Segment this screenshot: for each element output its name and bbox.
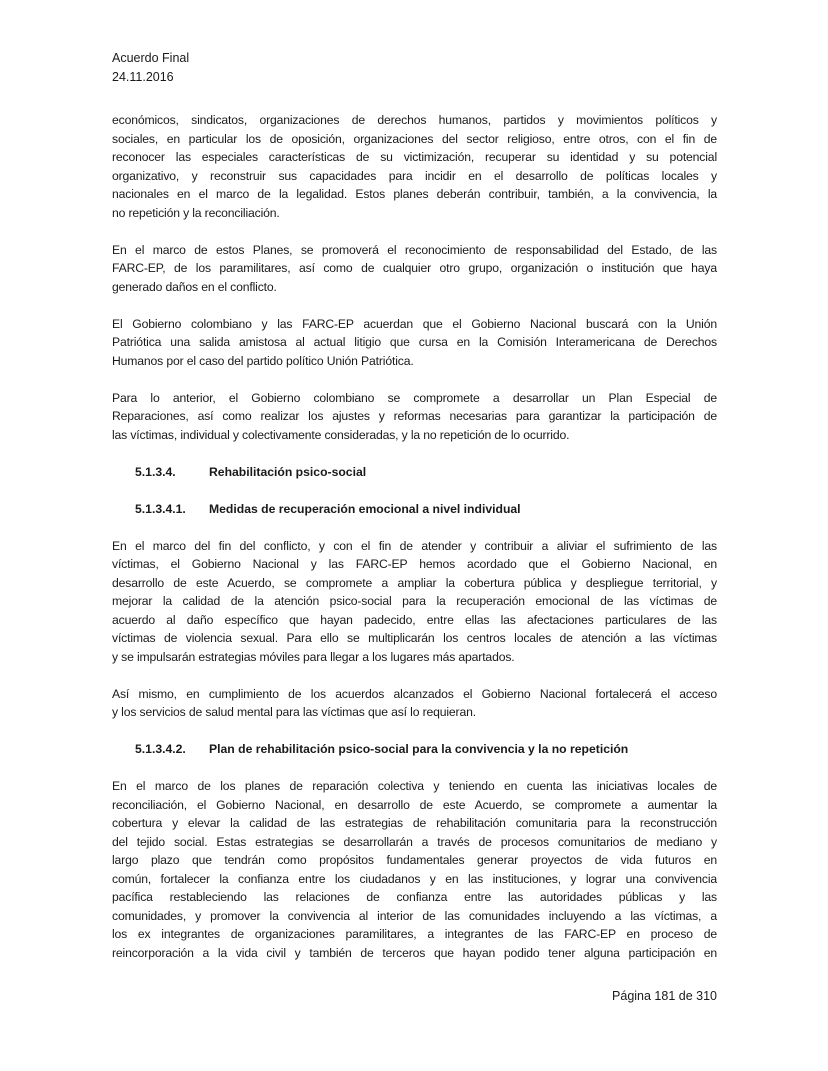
text-line: Reparaciones, así como realizar los ajustes y reformas necesarias para garantizar la participación de: [112, 409, 717, 423]
section-number: 5.1.3.4.1.: [135, 501, 186, 516]
paragraph: [112, 111, 717, 222]
paragraph: [112, 537, 717, 667]
section-heading: [112, 463, 717, 482]
text-line: largo plazo que tendrán como propósitos fundamentales generar proyectos de vida futuros en: [112, 853, 717, 867]
text-line: pacífica restableciendo las relaciones de confianza entre las autoridades públicas y las: [112, 890, 717, 904]
text-line: organizativo, y reconstruir sus capacidades para incidir en el desarrollo de políticas locales y: [112, 168, 717, 183]
paragraph: [112, 241, 717, 297]
text-line: sociales, en particular los de oposición, organizaciones del sector religioso, entre otros, con el fin de: [112, 131, 717, 146]
text-line: En el marco de los planes de reparación colectiva y teniendo en cuenta las iniciativas locales de: [112, 779, 717, 793]
section-number: 5.1.3.4.: [135, 464, 176, 479]
section-heading: [112, 500, 717, 519]
paragraph: [112, 315, 717, 371]
text-line: Humanos por el caso del partido político Unión Patriótica.: [112, 353, 414, 368]
text-line: del tejido social. Estas estrategias se desarrollarán a través de procesos comunitarios de mediano y: [112, 834, 717, 849]
page-number: Página 181 de 310: [612, 989, 717, 1003]
text-line: y se impulsarán estrategias móviles para llegar a los lugares más apartados.: [112, 649, 515, 664]
text-line: Patriótica una salida amistosa al actual litigio que cursa en la Comisión Interamericana de Derechos: [112, 335, 717, 349]
text-line: reincorporación a la vida civil y también de terceros que hayan podido tener alguna participación en: [112, 945, 717, 960]
text-line: comunidades, y promover la convivencia al interior de las comunidades incluyendo a las víctimas, a: [112, 908, 717, 923]
text-line: generado daños en el conflicto.: [112, 279, 277, 294]
section-title: Medidas de recuperación emocional a nivel individual: [209, 501, 521, 516]
text-line: reconciliación, el Gobierno Nacional, en desarrollo de este Acuerdo, se compromete a aumentar la: [112, 797, 717, 812]
text-line: mejorar la calidad de la atención psico-social para la recuperación emocional de las víctimas de: [112, 594, 717, 608]
text-line: nacionales en el marco de la legalidad. Estos planes deberán contribuir, también, a la convivencia, la: [112, 187, 717, 201]
section-title: Rehabilitación psico-social: [209, 464, 367, 479]
text-line: En el marco de estos Planes, se promoverá el reconocimiento de responsabilidad del Estado, de las: [112, 242, 717, 257]
text-line: FARC-EP, de los paramilitares, así como de cualquier otro grupo, organización o institución que haya: [112, 261, 717, 275]
text-line: Así mismo, en cumplimiento de los acuerdos alcanzados el Gobierno Nacional fortalecerá el acceso: [112, 686, 717, 701]
text-line: acuerdo al daño específico que hayan padecido, entre ellas las afectaciones particulares de las: [112, 612, 717, 627]
text-line: desarrollo de este Acuerdo, se compromete a ampliar la cobertura pública y despliegue territorial, y: [112, 575, 717, 590]
text-line: Para lo anterior, el Gobierno colombiano se compromete a desarrollar un Plan Especial de: [112, 390, 717, 405]
paragraph: [112, 685, 717, 722]
document-body: [112, 111, 717, 981]
text-line: y los servicios de salud mental para las víctimas que así lo requieran.: [112, 705, 476, 719]
text-line: cobertura y elevar la calidad de las estrategias de rehabilitación comunitaria para la reconstrucción: [112, 816, 717, 830]
section-heading: [112, 740, 717, 759]
text-line: víctimas de violencia sexual. Para ello se multiplicarán los centros locales de atención a las víctimas: [112, 631, 717, 645]
section-number: 5.1.3.4.2.: [135, 742, 186, 756]
document-header: [112, 49, 189, 86]
paragraph: [112, 389, 717, 445]
text-line: los ex integrantes de organizaciones paramilitares, a integrantes de las FARC-EP en proceso de: [112, 927, 717, 941]
header-date: 24.11.2016: [112, 69, 174, 84]
text-line: En el marco del fin del conflicto, y con el fin de atender y contribuir a aliviar el sufrimiento de las: [112, 538, 717, 553]
paragraph: [112, 777, 717, 962]
text-line: víctimas, el Gobierno Nacional y las FARC-EP hemos acordado que el Gobierno Nacional, en: [112, 557, 717, 571]
text-line: reconocer las especiales características de su victimización, recuperar su identidad y su potencial: [112, 150, 717, 164]
header-title: Acuerdo Final: [112, 51, 190, 65]
text-line: no repetición y la reconciliación.: [112, 205, 280, 220]
text-line: común, fortalecer la confianza entre los ciudadanos y en las instituciones, y lograr una convivencia: [112, 871, 717, 886]
text-line: las víctimas, individual y colectivamente consideradas, y la no repetición de lo ocurrido.: [112, 427, 570, 442]
text-line: El Gobierno colombiano y las FARC-EP acuerdan que el Gobierno Nacional buscará con la Unión: [112, 316, 717, 331]
text-line: económicos, sindicatos, organizaciones de derechos humanos, partidos y movimientos políticos y: [112, 113, 717, 127]
section-title: Plan de rehabilitación psico-social para la convivencia y la no repetición: [209, 742, 629, 756]
